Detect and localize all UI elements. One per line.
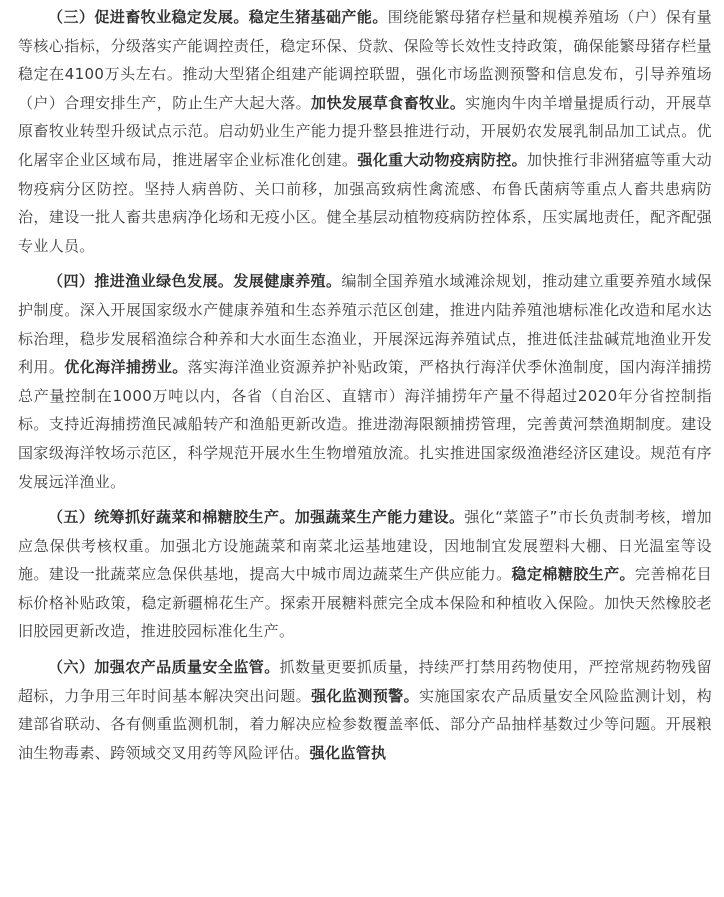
body-text: 完善棉花目标价格补贴政策，稳定新疆棉花生产。探索开展糖料蔗完全成本保险和种植收入保险。加快天然橡胶老旧胶园更新改造，推进胶园标准化生产。 (18, 565, 712, 641)
subheading-supervision: 强化监管执 (309, 743, 387, 762)
section-5-paragraph (18, 500, 712, 646)
subheading-marine-fishing: 优化海洋捕捞业。 (64, 358, 188, 377)
body-text: 实施国家农产品质量安全风险监测计划，构建部省联动、各有侧重监测机制，着力解决应检参数覆盖率低、部分产品抽样基数过少等问题。开展粮油生物毒素、跨领域交叉用药等风险评估。 (18, 686, 713, 762)
body-text: 抓数量更要抓质量，持续严打禁用药物使用，严控常规药物残留超标，力争用三年时间基本解决突出问题。 (18, 658, 712, 705)
section-3-heading: （三）促进畜牧业稳定发展。稳定生猪基础产能。 (48, 8, 388, 26)
subheading-grass-livestock: 加快发展草食畜牧业。 (311, 93, 466, 112)
subheading-animal-disease: 强化重大动物疫病防控。 (357, 150, 527, 169)
body-text: 编制全国养殖水域滩涂规划，推动建立重要养殖水域保护制度。深入开展国家级水产健康养殖和生态养殖示范区创建，推进内陆养殖池塘标准化改造和尾水达标治理，稳步发展稻渔综合种养和大水面生态渔业，开展深远海养殖试点，推进低洼盐碱荒地渔业开发利用。 (18, 272, 712, 377)
body-text: 强化“菜篮子”市长负责制考核，增加应急保供考核权重。加强北方设施蔬菜和南菜北运基地建设，因地制宜发展塑料大棚、日光温室等设施。建设一批蔬菜应急保供基地，提高大中城市周边蔬菜生产供应能力。 (18, 508, 713, 584)
body-text: 落实海洋渔业资源养护补贴政策，严格执行海洋伏季休渔制度，国内海洋捕捞总产量控制在1000万吨以内，各省（自治区、直辖市）海洋捕捞年产量不得超过2020年分省控制指标。支持近海捕捞渔民减船转产和渔船更新改造。推进渤海限额捕捞管理，完善黄河禁渔期制度。建设国家级海洋牧场示范区，科学规范开展水生生物增殖放流。扎实推进国家级渔港经济区建设。规范有序发展远洋渔业。 (18, 358, 712, 491)
section-6-paragraph (18, 650, 712, 767)
section-5-heading: （五）统筹抓好蔬菜和棉糖胶生产。加强蔬菜生产能力建设。 (48, 508, 465, 527)
subheading-monitoring: 强化监测预警。 (311, 686, 420, 705)
body-text: 围绕能繁母猪存栏量和规模养殖场（户）保有量等核心指标，分级落实产能调控责任，稳定环保、贷款、保险等长效性支持政策，确保能繁母猪存栏量稳定在4100万头左右。推动大型猪企组建产能调控联盟，强化市场监测预警和信息发布，引导养殖场（户）合理安排生产，防止生产大起大落。 (18, 8, 712, 112)
section-6-heading: （六）加强农产品质量安全监管。 (48, 658, 280, 677)
body-text: 加快推行非洲猪瘟等重大动物疫病分区防控。坚持人病兽防、关口前移，加强高致病性禽流感、布鲁氏菌病等重点人畜共患病防治，建设一批人畜共患病净化场和无疫小区。健全基层动植物疫病防控体系，压实属地责任，配齐配强专业人员。 (18, 150, 713, 255)
section-4-paragraph (18, 264, 712, 496)
section-3-paragraph (18, 0, 712, 260)
subheading-cotton-sugar-rubber: 稳定棉糖胶生产。 (511, 565, 635, 584)
section-4-heading: （四）推进渔业绿色发展。发展健康养殖。 (48, 272, 342, 291)
body-text: 实施肉牛肉羊增量提质行动，开展草原畜牧业转型升级试点示范。启动奶业生产能力提升整县推进行动，开展奶农发展乳制品加工试点。优化屠宰企业区域布局，推进屠宰企业标准化创建。 (18, 93, 712, 169)
